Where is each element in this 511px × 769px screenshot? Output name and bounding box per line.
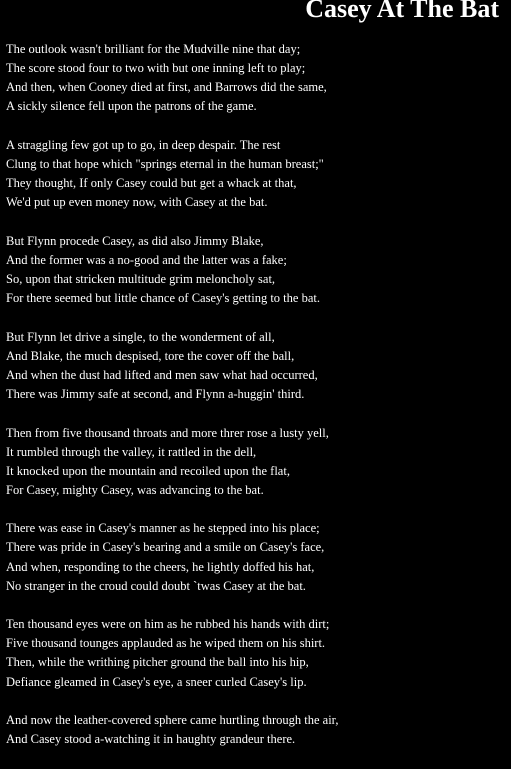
- poem-line: There was ease in Casey's manner as he stepped into his place;: [6, 521, 320, 536]
- poem-line: Then, while the writhing pitcher ground the ball into his hip,: [6, 655, 309, 670]
- poem-line: And Blake, the much despised, tore the cover off the ball,: [6, 348, 295, 363]
- poem-line: But Flynn procede Casey, as did also Jimmy Blake,: [6, 233, 264, 248]
- stanza-6: [6, 519, 506, 595]
- poem-line: And when, responding to the cheers, he lightly doffed his hat,: [6, 559, 315, 574]
- poem-line: And when the dust had lifted and men saw what had occurred,: [6, 367, 318, 382]
- poem-line: It rumbled through the valley, it rattled in the dell,: [6, 444, 257, 459]
- poem-line: They thought, If only Casey could but get a whack at that,: [6, 176, 297, 191]
- poem-line: The score stood four to two with but one inning left to play;: [6, 61, 306, 76]
- poem-line: But Flynn let drive a single, to the wonderment of all,: [6, 329, 275, 344]
- poem-line: Then from five thousand throats and more threr rose a lusty yell,: [6, 425, 329, 440]
- poem-line: We'd put up even money now, with Casey at the bat.: [6, 195, 268, 210]
- poem-line: For Casey, mighty Casey, was advancing to the bat.: [6, 482, 264, 497]
- poem-line: Defiance gleamed in Casey's eye, a sneer curled Casey's lip.: [6, 674, 307, 689]
- poem-line: And Casey stood a-watching it in haughty grandeur there.: [6, 732, 296, 747]
- stanza-2: [6, 136, 506, 212]
- poem-line: And the former was a no-good and the latter was a fake;: [6, 252, 287, 267]
- poem-line: There was pride in Casey's bearing and a smile on Casey's face,: [6, 540, 325, 555]
- poem-line: The outlook wasn't brilliant for the Mudville nine that day;: [6, 42, 301, 56]
- poem-line: So, upon that stricken multitude grim meloncholy sat,: [6, 271, 276, 286]
- poem-line: There was Jimmy safe at second, and Flynn a-huggin' third.: [6, 386, 305, 401]
- stanza-7: [6, 615, 506, 691]
- poem-line: Five thousand tounges applauded as he wiped them on his shirt.: [6, 636, 326, 651]
- poem-line: And then, when Cooney died at first, and Barrows did the same,: [6, 80, 327, 95]
- poem-line: And now the leather-covered sphere came hurtling through the air,: [6, 713, 339, 728]
- poem-line: A sickly silence fell upon the patrons of the game.: [6, 99, 257, 114]
- stanza-4: [6, 328, 506, 404]
- poem-line: A straggling few got up to go, in deep despair. The rest: [6, 137, 281, 152]
- poem-line: Clung to that hope which "springs eternal in the human breast;": [6, 156, 324, 171]
- stanza-8: [6, 711, 506, 749]
- poem-line: Ten thousand eyes were on him as he rubbed his hands with dirt;: [6, 617, 330, 632]
- stanza-3: [6, 232, 506, 308]
- poem-body: [6, 40, 506, 769]
- poem-line: For there seemed but little chance of Casey's getting to the bat.: [6, 291, 320, 306]
- poem-line: It knocked upon the mountain and recoiled upon the flat,: [6, 463, 290, 478]
- poem-line: No stranger in the croud could doubt `twas Casey at the bat.: [6, 578, 306, 593]
- page-title: Casey At The Bat: [305, 0, 499, 23]
- stanza-1: [6, 40, 506, 116]
- stanza-5: [6, 424, 506, 500]
